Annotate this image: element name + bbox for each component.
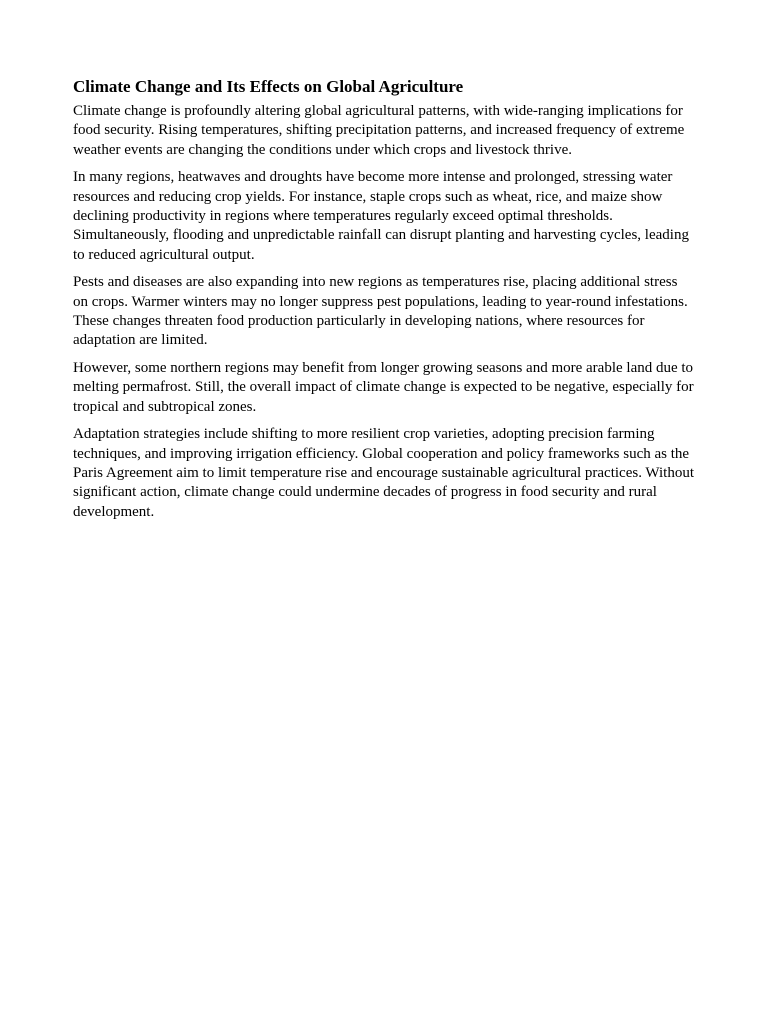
paragraph-adaptation-strategies: Adaptation strategies include shifting to more resilient crop varieties, adopting precision farming techniques, and improving irrigation efficiency. Global cooperation and policy frameworks such as the Paris Agreement aim to limit temperature rise and encourage sustainable agricultural practices. Without significant action, climate change could undermine decades of progress in food security and rural development. [73, 426, 694, 520]
document-title: Climate Change and Its Effects on Global Agriculture [73, 77, 464, 96]
document-page [73, 75, 695, 530]
paragraph-intro: Climate change is profoundly altering global agricultural patterns, with wide-ranging implications for food security. Rising temperatures, shifting precipitation patterns, and increased frequency of extreme weather events are changing the conditions under which crops and livestock thrive. [73, 103, 685, 158]
paragraph-pests-diseases: Pests and diseases are also expanding into new regions as temperatures rise, placing additional stress on crops. Warmer winters may no longer suppress pest populations, leading to year-round infestations. These changes threaten food production particularly in developing nations, where resources for adaptation are limited. [73, 274, 688, 349]
paragraph-northern-regions: However, some northern regions may benefit from longer growing seasons and more arable land due to melting permafrost. Still, the overall impact of climate change is expected to be negative, especially for tropical and subtropical zones. [73, 359, 694, 415]
paragraph-heatwaves-droughts: In many regions, heatwaves and droughts have become more intense and prolonged, stressing water resources and reducing crop yields. For instance, staple crops such as wheat, rice, and maize show declining productivity in regions where temperatures regularly exceed optimal thresholds. Simultaneously, flooding and unpredictable rainfall can disrupt planting and harvesting cycles, leading to reduced agricultural output. [73, 169, 689, 263]
